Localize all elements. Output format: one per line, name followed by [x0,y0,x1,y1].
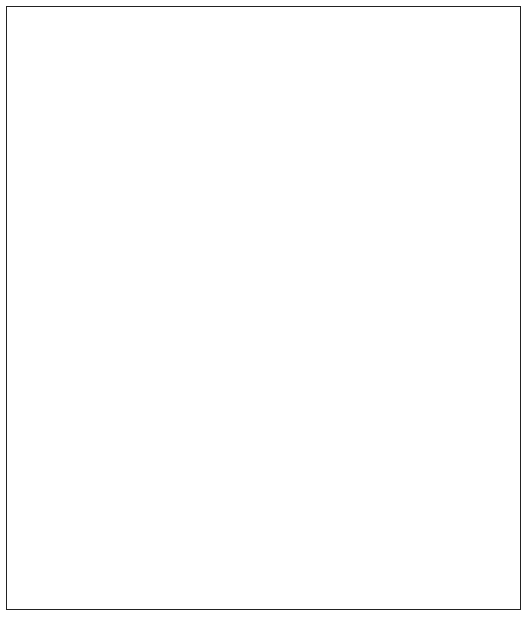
notice-frame [6,6,521,610]
notice-body [19,37,506,569]
